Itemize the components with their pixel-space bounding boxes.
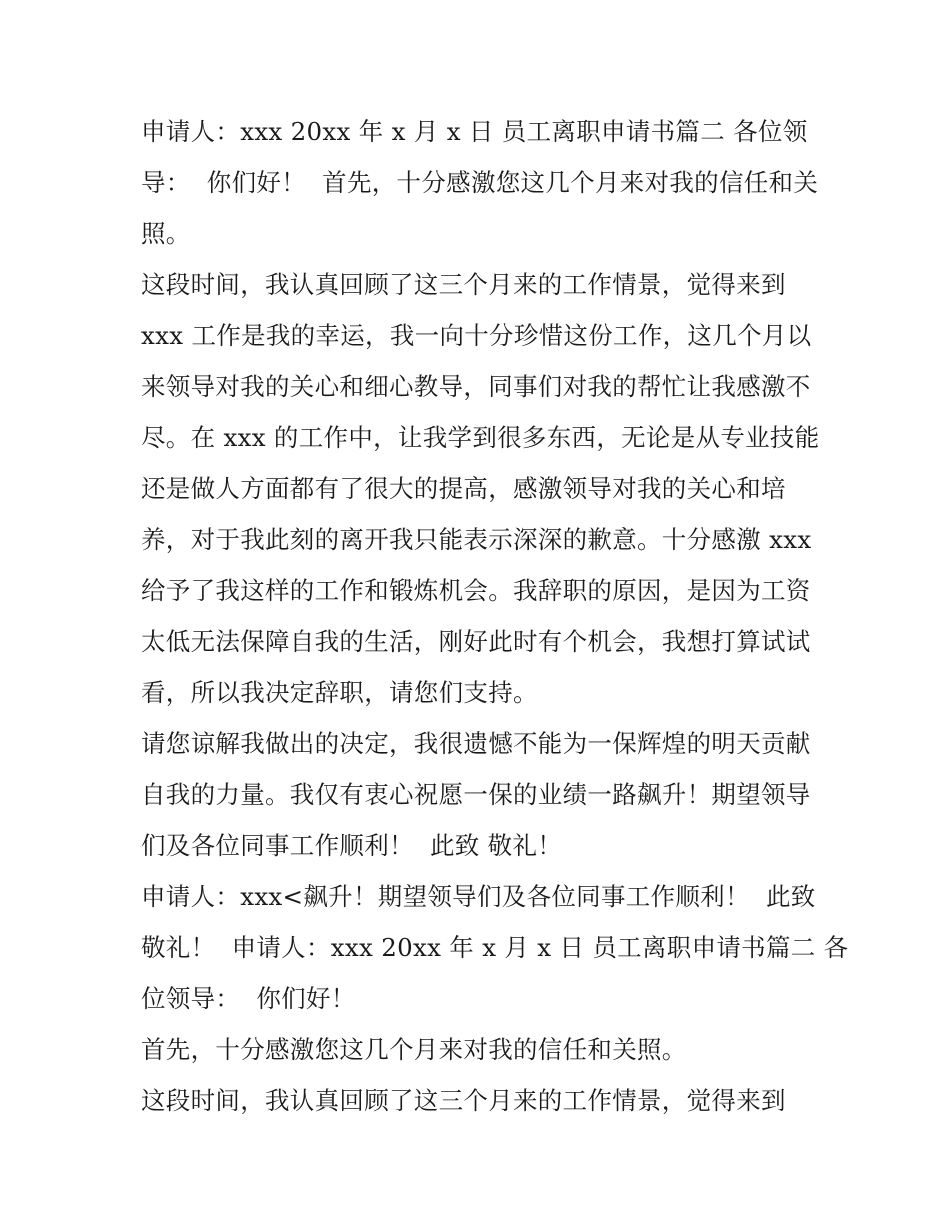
- text-line: 自我的力量。我仅有衷心祝愿一保的业绩一路飙升！期望领导: [141, 780, 811, 809]
- text-line: 们及各位同事工作顺利！ 此致 敬礼！: [141, 831, 563, 860]
- text-line: 请您谅解我做出的决定，我很遗憾不能为一保辉煌的明天贡献: [141, 729, 811, 758]
- paragraph-5: [141, 1024, 821, 1075]
- paragraph-1: [141, 106, 821, 259]
- text-line: 首先，十分感激您这几个月来对我的信任和关照。: [141, 1035, 687, 1064]
- text-line: 申请人：xxx<飙升！期望领导们及各位同事工作顺利！ 此致: [141, 882, 816, 911]
- document-body: [141, 106, 849, 1126]
- paragraph-3: [141, 718, 821, 871]
- text-line: 来领导对我的关心和细心教导，同事们对我的帮忙让我感激不: [141, 372, 811, 401]
- text-line: 还是做人方面都有了很大的提高，感激领导对我的关心和培: [141, 474, 786, 503]
- text-line: 这段时间，我认真回顾了这三个月来的工作情景，觉得来到: [141, 270, 786, 299]
- text-line: 位领导： 你们好！: [141, 984, 356, 1013]
- text-line: 照。: [141, 219, 191, 248]
- text-line: 给予了我这样的工作和锻炼机会。我辞职的原因，是因为工资: [141, 576, 811, 605]
- text-line: 导： 你们好！ 首先，十分感激您这几个月来对我的信任和关: [141, 168, 819, 197]
- text-line: 这段时间，我认真回顾了这三个月来的工作情景，觉得来到: [141, 1086, 786, 1115]
- text-line: xxx 工作是我的幸运，我一向十分珍惜这份工作，这几个月以: [141, 321, 812, 350]
- text-line: 申请人：xxx 20xx 年 x 月 x 日 员工离职申请书篇二 各位领: [141, 117, 808, 146]
- paragraph-4: [141, 871, 849, 1024]
- paragraph-2: [141, 259, 821, 718]
- text-line: 看，所以我决定辞职，请您们支持。: [141, 678, 538, 707]
- text-line: 太低无法保障自我的生活，刚好此时有个机会，我想打算试试: [141, 627, 811, 656]
- text-line: 尽。在 xxx 的工作中，让我学到很多东西，无论是从专业技能: [141, 423, 820, 452]
- text-line: 养，对于我此刻的离开我只能表示深深的歉意。十分感激 xxx: [141, 525, 812, 554]
- paragraph-6: [141, 1075, 821, 1126]
- text-line: 敬礼！ 申请人：xxx 20xx 年 x 月 x 日 员工离职申请书篇二 各: [141, 933, 849, 962]
